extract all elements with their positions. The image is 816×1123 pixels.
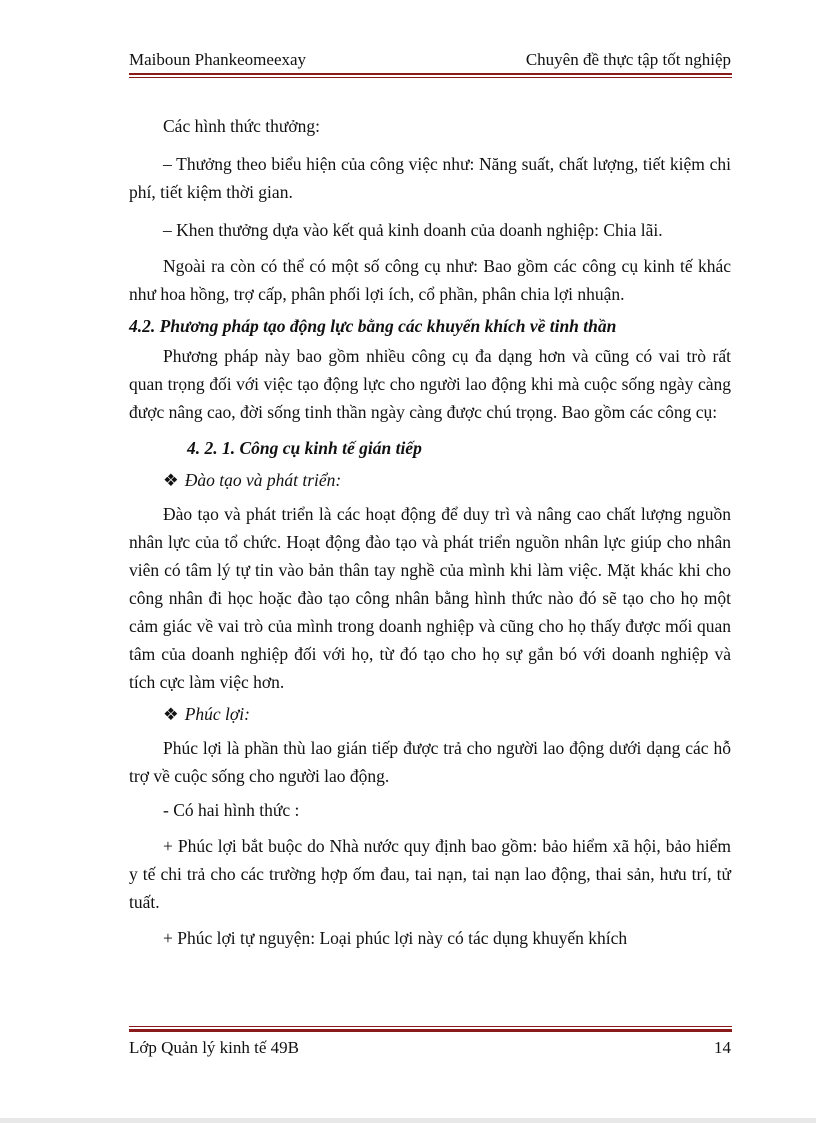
header-author: Maiboun Phankeomeexay — [129, 50, 307, 69]
header-title: Chuyên đề thực tập tốt nghiệp — [525, 50, 731, 69]
paragraph: Các hình thức thưởng: — [163, 116, 321, 136]
page-body — [129, 112, 731, 952]
paragraph: + Phúc lợi bắt buộc do Nhà nước quy định bao gồm: bảo hiểm xã hội, bảo hiểm y tế chi trả cho các trường hợp ốm đau, tai nạn, tai nạn lao động, thai sản, hưu trí, tử tuất. — [129, 836, 731, 912]
diamond-bullet-icon: ❖ — [163, 704, 179, 724]
bullet-label: Đào tạo và phát triển: — [184, 470, 342, 490]
bullet-item — [129, 466, 731, 494]
page-header — [129, 48, 731, 72]
footer-class: Lớp Quản lý kinh tế 49B — [129, 1038, 299, 1057]
paragraph: – Khen thưởng dựa vào kết quả kinh doanh của doanh nghiệp: Chia lãi. — [163, 220, 663, 240]
page-edge — [0, 1118, 816, 1123]
footer-rule-thick — [129, 1029, 732, 1032]
paragraph: Phúc lợi là phần thù lao gián tiếp được trả cho người lao động dưới dạng các hỗ trợ về cuộc sống cho người lao động. — [129, 738, 731, 786]
header-rule-thin — [129, 77, 732, 78]
paragraph: – Thưởng theo biểu hiện của công việc như: Năng suất, chất lượng, tiết kiệm chi phí, tiết kiệm thời gian. — [129, 154, 731, 202]
diamond-bullet-icon: ❖ — [163, 470, 179, 490]
paragraph: + Phúc lợi tự nguyện: Loại phúc lợi này có tác dụng khuyến khích — [163, 928, 628, 948]
page-footer — [129, 1036, 731, 1060]
page-number: 14 — [714, 1038, 731, 1057]
section-heading: 4.2. Phương pháp tạo động lực bằng các khuyến khích về tinh thần — [129, 316, 617, 336]
paragraph: Ngoài ra còn có thể có một số công cụ như: Bao gồm các công cụ kinh tế khác như hoa hồng, trợ cấp, phân phối lợi ích, cổ phần, phân chia lợi nhuận. — [129, 256, 731, 304]
bullet-label: Phúc lợi: — [184, 704, 250, 724]
header-rule-thick — [129, 73, 732, 75]
footer-rule-thin — [129, 1026, 732, 1027]
paragraph: Phương pháp này bao gồm nhiều công cụ đa dạng hơn và cũng có vai trò rất quan trọng đối với việc tạo động lực cho người lao động khi mà cuộc sống ngày càng được nâng cao, đời sống tinh thần ngày càng được chú trọng. Bao gồm các công cụ: — [129, 346, 731, 422]
paragraph: - Có hai hình thức : — [163, 800, 300, 820]
paragraph: Đào tạo và phát triển là các hoạt động để duy trì và nâng cao chất lượng nguồn nhân lực của tổ chức. Hoạt động đào tạo và phát triển nguồn nhân lực giúp cho nhân viên có tâm lý tự tin vào bản thân tay nghề của mình khi làm việc. Mặt khác khi cho công nhân đi học hoặc đào tạo công nhân bằng hình thức nào đó sẽ tạo cho họ một cảm giác về vai trò của mình trong doanh nghiệp và cũng cho họ thấy được mối quan tâm của doanh nghiệp đối với họ, từ đó tạo cho họ sự gắn bó với doanh nghiệp và tích cực làm việc hơn. — [129, 504, 731, 692]
subsection-heading: 4. 2. 1. Công cụ kinh tế gián tiếp — [187, 438, 422, 458]
bullet-item — [129, 700, 731, 728]
